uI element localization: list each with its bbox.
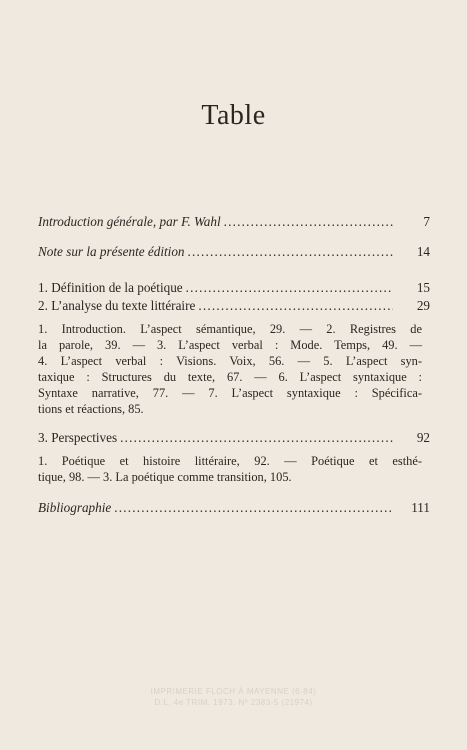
toc-entry-label: Note sur la présente édition [38,244,185,259]
table-of-contents [38,213,430,517]
toc-page-number: 14 [416,244,430,259]
toc-entry-analyse [38,297,430,315]
toc-page-number: 15 [416,280,430,295]
subentry-line: Syntaxe narrative, 77. — 7. L’aspect syntaxique : Spécifica- [38,386,422,400]
toc-entry-label: 3. Perspectives [38,430,118,445]
toc-entry-label: 1. Définition de la poétique [38,280,183,295]
toc-entry-bibliographie [38,499,430,517]
toc-subentries-analyse [38,321,422,417]
dot-leader [188,243,393,261]
toc-entry-label: Introduction générale, par F. Wahl [38,214,221,229]
dot-leader [114,499,393,517]
toc-page-number: 92 [416,430,430,445]
subentry-line: la parole, 39. — 3. L’aspect verbal : Mode. Temps, 49. — [38,338,422,352]
subentry-line: taxique : Structures du texte, 67. — 6. L’aspect syntaxique : [38,370,422,384]
subentry-line: 4. L’aspect verbal : Visions. Voix, 56. — 5. L’aspect syn- [38,354,422,368]
dot-leader [224,213,393,231]
toc-entry-definition [38,279,430,297]
dot-leader [186,279,393,297]
toc-page-number: 7 [423,214,430,229]
subentry-line: tions et réactions, 85. [38,402,144,416]
imprint-line: D.L. 4e TRIM. 1973. Nº 2383-5 (21974) [154,698,313,707]
page-title: Table [201,100,266,131]
toc-entry-perspectives [38,429,430,447]
dot-leader [120,429,393,447]
toc-subentries-perspectives [38,453,422,485]
imprint-line: IMPRIMERIE FLOCH À MAYENNE (6-84) [150,687,317,696]
toc-page-number: 111 [411,500,430,515]
dot-leader [198,297,393,315]
toc-page-number: 29 [416,298,430,313]
toc-entry-note [38,243,430,261]
toc-entry-introduction [38,213,430,231]
toc-entry-label: Bibliographie [38,500,112,515]
subentry-line: tique, 98. — 3. La poétique comme transition, 105. [38,470,292,484]
toc-entry-label: 2. L’analyse du texte littéraire [38,298,196,313]
subentry-line: 1. Poétique et histoire littéraire, 92. — Poétique et esthé- [38,454,422,468]
printer-imprint [0,686,467,708]
subentry-line: 1. Introduction. L’aspect sémantique, 29. — 2. Registres de [38,322,422,336]
